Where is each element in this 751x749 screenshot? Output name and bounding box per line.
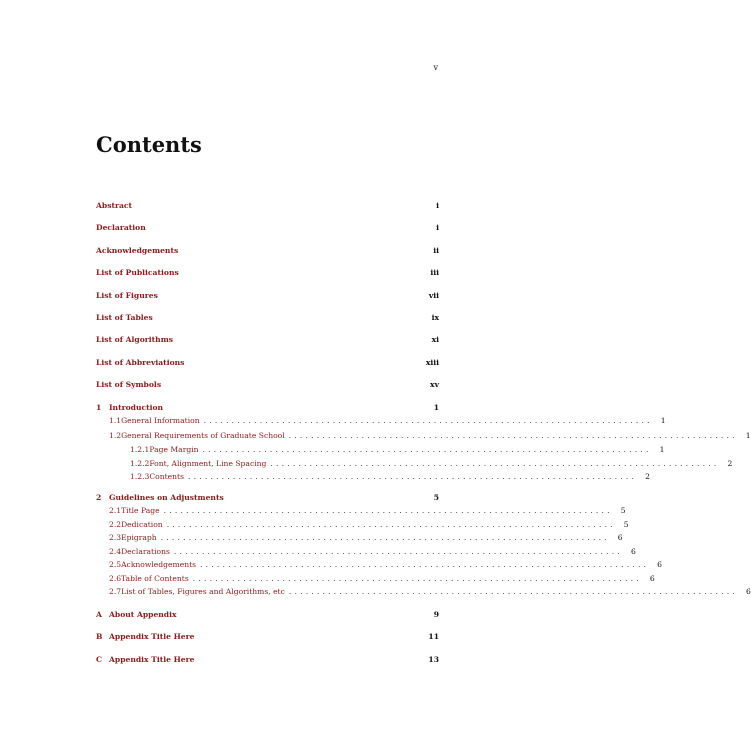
toc-appendix-a[interactable]	[96, 609, 439, 621]
toc-subsection-1-2-3[interactable]	[130, 471, 650, 483]
page-title: Contents	[96, 132, 202, 157]
toc-entry-page: 6	[617, 533, 623, 542]
toc-section-2-7[interactable]	[109, 586, 751, 598]
toc-entry-page: iii	[430, 268, 439, 277]
toc-entry-number: C	[96, 655, 103, 664]
dot-leader: ................................................................................	[200, 560, 650, 569]
toc-entry-page: xv	[430, 380, 439, 389]
toc-entry-number: 2.3	[109, 533, 122, 542]
toc-section-2-1[interactable]	[109, 505, 626, 517]
toc-entry-declaration[interactable]	[96, 222, 439, 234]
toc-appendix-c[interactable]	[96, 654, 439, 666]
dot-leader: ................................................................................	[202, 445, 652, 454]
toc-entry-list-of-symbols[interactable]	[96, 379, 439, 391]
toc-entry-page: 1	[433, 403, 439, 412]
toc-subsection-1-2-2[interactable]	[130, 458, 733, 470]
toc-entry-page: 5	[623, 520, 629, 529]
toc-entry-label: Declaration	[96, 223, 146, 232]
toc-section-2-3[interactable]	[109, 532, 623, 544]
dot-leader: ................................................................................	[288, 431, 738, 440]
toc-entry-label: General Information	[121, 416, 200, 425]
toc-entry-list-of-algorithms[interactable]	[96, 334, 439, 346]
toc-entry-label: Introduction	[109, 403, 164, 412]
toc-entry-label: List of Publications	[96, 268, 179, 277]
toc-entry-label: General Requirements of Graduate School	[121, 431, 285, 440]
toc-entry-page: i	[436, 201, 439, 210]
toc-entry-page: xiii	[425, 358, 439, 367]
toc-entry-number: 1	[96, 403, 102, 412]
dot-leader: ................................................................................	[163, 506, 613, 515]
toc-entry-number: B	[96, 632, 103, 641]
toc-entry-page: 11	[428, 632, 439, 641]
toc-entry-page: ii	[433, 246, 439, 255]
toc-entry-label: Appendix Title Here	[109, 632, 195, 641]
toc-entry-page: 13	[428, 655, 439, 664]
toc-section-2-2[interactable]	[109, 519, 629, 531]
toc-section-1-1[interactable]	[109, 415, 666, 427]
toc-entry-number: 1.2.1	[130, 445, 150, 454]
toc-entry-page: 1	[660, 416, 666, 425]
toc-entry-label: Title Page	[121, 506, 160, 515]
dot-leader: ................................................................................	[270, 459, 720, 468]
toc-entry-number: 1.2	[109, 431, 122, 440]
toc-entry-page: 2	[727, 459, 733, 468]
toc-entry-page: 5	[620, 506, 626, 515]
toc-entry-label: Page Margin	[149, 445, 199, 454]
toc-appendix-b[interactable]	[96, 631, 439, 643]
toc-entry-label: List of Abbreviations	[96, 358, 185, 367]
toc-entry-number: 2.2	[109, 520, 122, 529]
toc-entry-number: 2.1	[109, 506, 122, 515]
dot-leader: ................................................................................	[166, 520, 616, 529]
toc-entry-label: List of Tables, Figures and Algorithms, etc	[121, 587, 285, 596]
toc-entry-number: 2.5	[109, 560, 122, 569]
toc-entry-page: ix	[431, 313, 439, 322]
toc-entry-label: Epigraph	[121, 533, 157, 542]
toc-entry-label: About Appendix	[109, 610, 177, 619]
toc-entry-label: Declarations	[121, 547, 170, 556]
toc-section-1-2[interactable]	[109, 430, 751, 442]
toc-entry-label: Abstract	[96, 201, 133, 210]
toc-chapter-2[interactable]	[96, 492, 439, 504]
toc-entry-page: 1	[659, 445, 665, 454]
toc-section-2-6[interactable]	[109, 573, 655, 585]
toc-section-2-5[interactable]	[109, 559, 663, 571]
toc-entry-label: Contents	[149, 472, 184, 481]
dot-leader: ................................................................................	[160, 533, 610, 542]
toc-entry-page: 1	[745, 431, 751, 440]
toc-entry-page: i	[436, 223, 439, 232]
toc-entry-number: 2.7	[109, 587, 122, 596]
toc-entry-label: Dedication	[121, 520, 163, 529]
toc-entry-page: 2	[645, 472, 650, 481]
toc-entry-acknowledgements[interactable]	[96, 245, 439, 257]
toc-entry-label: Guidelines on Adjustments	[109, 493, 224, 502]
toc-entry-label: List of Algorithms	[96, 335, 174, 344]
toc-entry-list-of-tables[interactable]	[96, 312, 439, 324]
toc-entry-number: A	[96, 610, 102, 619]
toc-entry-label: List of Tables	[96, 313, 153, 322]
toc-entry-list-of-publications[interactable]	[96, 267, 439, 279]
toc-subsection-1-2-1[interactable]	[130, 444, 665, 456]
toc-entry-page: xi	[431, 335, 439, 344]
toc-entry-page: 5	[433, 493, 439, 502]
toc-entry-page: 6	[657, 560, 663, 569]
toc-entry-number: 1.2.2	[130, 459, 150, 468]
toc-entry-abstract[interactable]	[96, 200, 439, 212]
toc-entry-page: 6	[745, 587, 751, 596]
toc-entry-label: Appendix Title Here	[109, 655, 195, 664]
page-number: v	[433, 63, 438, 72]
toc-entry-label: Acknowledgements	[121, 560, 197, 569]
dot-leader: ................................................................................	[173, 547, 623, 556]
toc-entry-number: 1.2.3	[130, 472, 150, 481]
toc-entry-label: Font, Alignment, Line Spacing	[149, 459, 267, 468]
toc-entry-number: 2.4	[109, 547, 122, 556]
toc-entry-page: vii	[428, 291, 439, 300]
toc-entry-number: 2	[96, 493, 102, 502]
toc-entry-label: List of Figures	[96, 291, 158, 300]
toc-entry-page: 6	[649, 574, 655, 583]
toc-entry-number: 1.1	[109, 416, 122, 425]
dot-leader: ................................................................................	[188, 472, 638, 481]
toc-entry-number: 2.6	[109, 574, 122, 583]
dot-leader: ................................................................................	[288, 587, 738, 596]
dot-leader: ................................................................................	[203, 416, 653, 425]
toc-section-2-4[interactable]	[109, 546, 636, 558]
toc-entry-page: 6	[630, 547, 636, 556]
toc-entry-list-of-figures[interactable]	[96, 290, 439, 302]
toc-entry-label: List of Symbols	[96, 380, 162, 389]
toc-entry-list-of-abbreviations[interactable]	[96, 357, 439, 369]
toc-entry-label: Table of Contents	[121, 574, 189, 583]
toc-entry-page: 9	[433, 610, 439, 619]
dot-leader: ................................................................................	[192, 574, 642, 583]
toc-entry-label: Acknowledgements	[96, 246, 179, 255]
toc-chapter-1[interactable]	[96, 402, 439, 414]
